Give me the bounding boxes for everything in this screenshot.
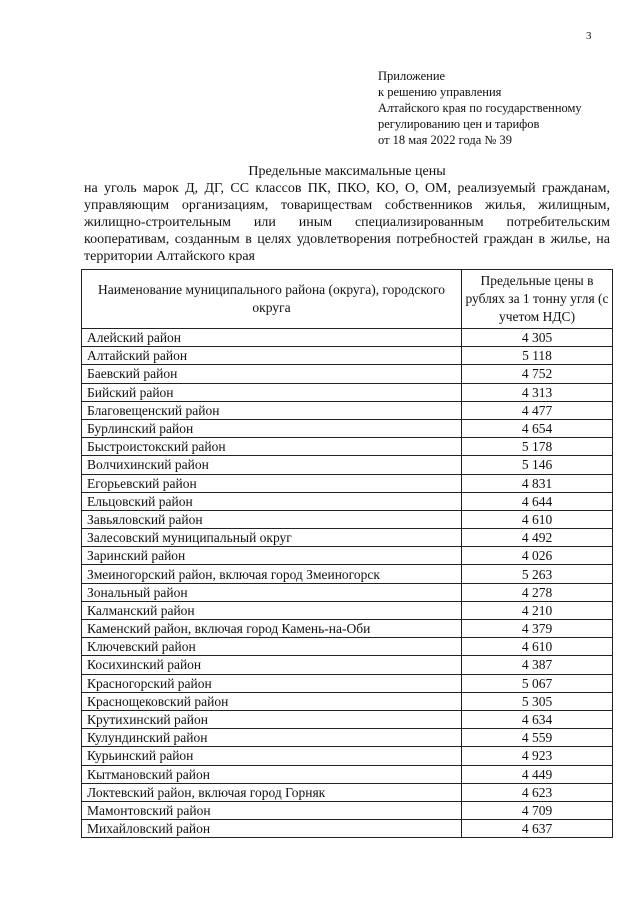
price-cell: 4 449 — [462, 765, 613, 783]
table-row — [82, 347, 613, 365]
table-row — [82, 620, 613, 638]
district-name-cell: Змеиногорский район, включая город Змеиногорск — [82, 565, 462, 583]
district-name-cell: Михайловский район — [82, 820, 462, 838]
district-name-cell: Волчихинский район — [82, 456, 462, 474]
district-name-cell: Крутихинский район — [82, 710, 462, 728]
table-row — [82, 801, 613, 819]
price-cell: 4 278 — [462, 583, 613, 601]
header-district: Наименование муниципального района (округа), городского округа — [82, 270, 462, 329]
price-cell: 5 146 — [462, 456, 613, 474]
price-cell: 5 305 — [462, 692, 613, 710]
table-row — [82, 510, 613, 528]
district-name-cell: Калманский район — [82, 601, 462, 619]
price-cell: 4 387 — [462, 656, 613, 674]
table-row — [82, 565, 613, 583]
district-name-cell: Курьинский район — [82, 747, 462, 765]
district-name-cell: Егорьевский район — [82, 474, 462, 492]
price-cell: 4 610 — [462, 638, 613, 656]
district-name-cell: Кытмановский район — [82, 765, 462, 783]
table-row — [82, 438, 613, 456]
district-name-cell: Алтайский район — [82, 347, 462, 365]
price-cell: 4 559 — [462, 729, 613, 747]
table-row — [82, 583, 613, 601]
district-name-cell: Локтевский район, включая город Горняк — [82, 783, 462, 801]
price-cell: 4 492 — [462, 529, 613, 547]
district-name-cell: Бурлинский район — [82, 419, 462, 437]
annex-block — [378, 68, 582, 148]
table-row — [82, 474, 613, 492]
price-cell: 4 210 — [462, 601, 613, 619]
table-row — [82, 820, 613, 838]
table-row — [82, 710, 613, 728]
price-cell: 5 178 — [462, 438, 613, 456]
district-name-cell: Залесовский муниципальный округ — [82, 529, 462, 547]
price-cell: 4 477 — [462, 401, 613, 419]
table-row — [82, 383, 613, 401]
table-row — [82, 656, 613, 674]
district-name-cell: Бийский район — [82, 383, 462, 401]
price-cell: 4 026 — [462, 547, 613, 565]
table-row — [82, 401, 613, 419]
district-name-cell: Косихинский район — [82, 656, 462, 674]
district-name-cell: Алейский район — [82, 329, 462, 347]
price-cell: 4 831 — [462, 474, 613, 492]
table-row — [82, 547, 613, 565]
table-row — [82, 674, 613, 692]
table-row — [82, 729, 613, 747]
price-cell: 4 709 — [462, 801, 613, 819]
table-row — [82, 456, 613, 474]
table-row — [82, 765, 613, 783]
district-name-cell: Зональный район — [82, 583, 462, 601]
document-title — [84, 163, 610, 265]
price-cell: 4 379 — [462, 620, 613, 638]
price-cell: 4 923 — [462, 747, 613, 765]
district-name-cell: Каменский район, включая город Камень-на-Оби — [82, 620, 462, 638]
table-row — [82, 329, 613, 347]
table-row — [82, 529, 613, 547]
page-number: 3 — [586, 30, 592, 42]
header-price: Предельные цены в рублях за 1 тонну угля (с учетом НДС) — [462, 270, 613, 329]
title-heading: Предельные максимальные цены — [248, 164, 446, 179]
annex-line: Алтайского края по государственному — [378, 101, 582, 115]
district-name-cell: Краснощековский район — [82, 692, 462, 710]
annex-line: Приложение — [378, 69, 446, 83]
annex-line: регулированию цен и тарифов — [378, 117, 540, 131]
table-row — [82, 492, 613, 510]
district-name-cell: Красногорский район — [82, 674, 462, 692]
price-cell: 5 263 — [462, 565, 613, 583]
district-name-cell: Завьяловский район — [82, 510, 462, 528]
table-header-row — [82, 270, 613, 329]
table-body — [82, 329, 613, 838]
price-cell: 4 752 — [462, 365, 613, 383]
district-name-cell: Благовещенский район — [82, 401, 462, 419]
price-cell: 4 313 — [462, 383, 613, 401]
district-name-cell: Кулундинский район — [82, 729, 462, 747]
price-cell: 5 067 — [462, 674, 613, 692]
price-cell: 4 644 — [462, 492, 613, 510]
district-name-cell: Ельцовский район — [82, 492, 462, 510]
district-name-cell: Баевский район — [82, 365, 462, 383]
price-cell: 4 654 — [462, 419, 613, 437]
table-row — [82, 601, 613, 619]
table-row — [82, 783, 613, 801]
table-row — [82, 692, 613, 710]
price-cell: 4 637 — [462, 820, 613, 838]
annex-line: от 18 мая 2022 года № 39 — [378, 133, 512, 147]
district-name-cell: Ключевский район — [82, 638, 462, 656]
table-row — [82, 638, 613, 656]
district-name-cell: Быстроистокский район — [82, 438, 462, 456]
price-cell: 4 623 — [462, 783, 613, 801]
district-name-cell: Мамонтовский район — [82, 801, 462, 819]
table-row — [82, 419, 613, 437]
table-row — [82, 747, 613, 765]
table-row — [82, 365, 613, 383]
price-cell: 4 305 — [462, 329, 613, 347]
price-table — [81, 269, 613, 838]
price-cell: 4 610 — [462, 510, 613, 528]
district-name-cell: Заринский район — [82, 547, 462, 565]
annex-line: к решению управления — [378, 85, 502, 99]
price-cell: 5 118 — [462, 347, 613, 365]
title-body: на уголь марок Д, ДГ, СС классов ПК, ПКО, КО, О, ОМ, реализуемый гражданам, управляющим организациям, товариществам собственников жилья, жилищным, жилищно-строительным или иным специализированным потребительским кооперативам, созданным в целях удовлетворения потребностей граждан в жилье, на территории Алтайского края — [84, 181, 610, 264]
price-cell: 4 634 — [462, 710, 613, 728]
